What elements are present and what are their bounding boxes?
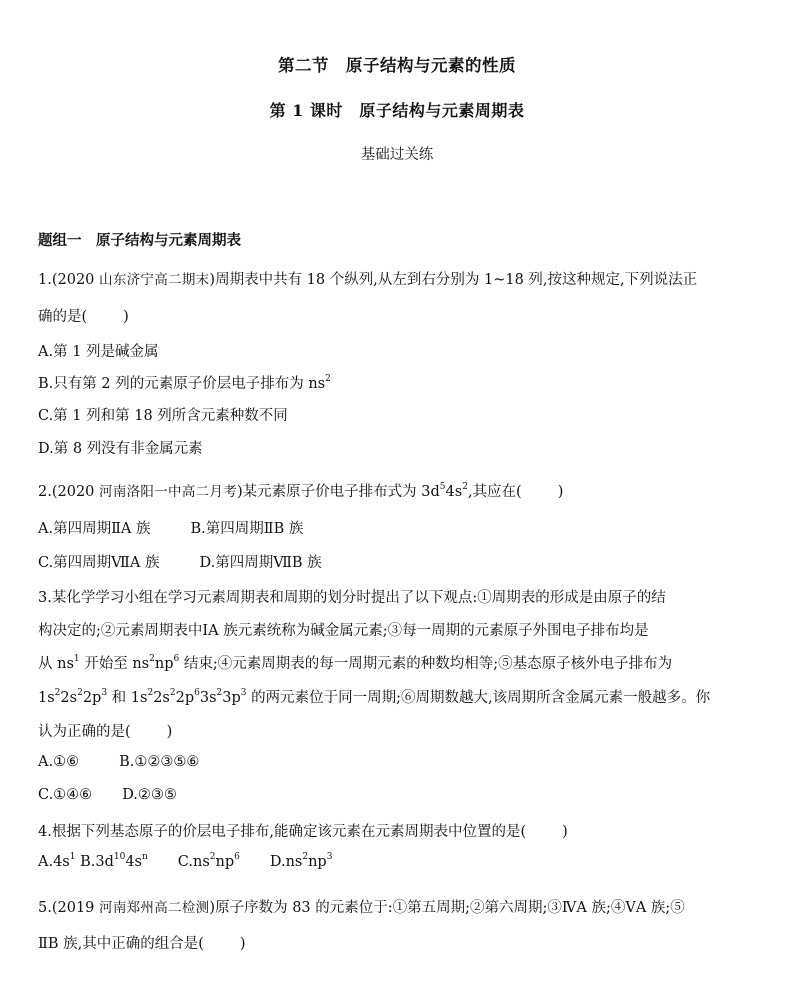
q1-text-a: )周期表中共有 18 个纵列,从左到右分别为 1~18 列,按这种规定,下列说法正 [209,272,698,288]
q5-line2 [38,932,246,953]
q3-text: 3s [199,690,217,706]
superscript: 3 [240,688,247,699]
q5-paren-close: ) [239,936,246,952]
section-title: 第二节 原子结构与元素的性质 [278,56,516,75]
q3-text: 认为正确的是( [38,724,131,740]
q3-text: 2s [60,690,78,706]
q3-options-row2 [38,787,177,803]
q1-option-a: A.第 1 列是碱金属 [38,344,159,360]
q2-option-d: D.第四周期ⅦB 族 [199,555,322,571]
q3-text: np [154,656,174,672]
q2-text-a: )某元素原子价电子排布式为 3d [237,484,440,500]
superscript: 1 [73,654,80,665]
q1-line2 [38,305,129,326]
q2-text-b: 4s [445,484,463,500]
q5-source: 河南郑州高二检测 [99,900,210,916]
superscript: 2 [169,688,176,699]
q1-line1 [38,268,697,289]
q4-option-c-text: np [215,854,235,870]
superscript: 2 [54,688,61,699]
q2-source: 河南洛阳一中高二月考 [99,484,238,500]
q3-option-c: C.①④⑥ [38,787,93,803]
group-title: 题组一 原子结构与元素周期表 [38,232,241,249]
q5-text-a: )原子序数为 83 的元素位于:①第五周期;②第六周期;③ⅣA 族;④ⅤA 族;⑤ [209,900,685,916]
lesson-title: 第 1 课时 原子结构与元素周期表 [269,101,525,120]
subtitle: 基础过关练 [360,147,434,163]
q4-option-d-text: np [308,854,327,870]
superscript: 2 [302,852,309,863]
q2-number: 2.(2020 [38,484,100,500]
q4-option-c: C.ns [177,854,210,870]
superscript: 2 [147,688,154,699]
q3-text: 2s [153,690,170,706]
q3-text: 3p [222,690,241,706]
q4-stem [38,820,568,841]
superscript: 2 [77,688,83,699]
q2-option-a: A.第四周期ⅡA 族 [38,521,151,537]
q3-option-b: B.①②③⑤⑥ [119,754,200,770]
q1-paren-close: ) [123,309,129,325]
q4-option-d: D.ns [269,854,303,870]
q5-text-b: ⅡB 族,其中正确的组合是( [38,936,204,952]
q2-options-row1 [38,517,303,538]
superscript: 2 [462,482,468,493]
q3-line1: 3.某化学学习小组在学习元素周期表和周期的划分时提出了以下观点:①周期表的形成是由原子的结 [38,590,666,606]
q2-line1 [38,480,563,501]
q3-line3 [38,652,672,673]
q4-text: 4.根据下列基态原子的价层电子排布,能确定该元素在元素周期表中位置的是( [38,824,527,840]
superscript: 5 [439,482,446,493]
q2-option-b: B.第四周期ⅡB 族 [190,521,304,537]
q2-option-c: C.第四周期ⅦA 族 [38,555,160,571]
q1-option-b [38,372,331,393]
q1-source: 山东济宁高二期末 [99,272,210,288]
q3-option-a: A.①⑥ [38,754,80,770]
q3-text: 开始至 ns [79,656,150,672]
q3-text: 结束;④元素周期表的每一周期元素的种数均相等;⑤基态原子核外电子排布为 [179,656,673,672]
q3-text: 1s [38,690,55,706]
q3-text: 2p [175,690,195,706]
q1-option-d: D.第 8 列没有非金属元素 [38,441,203,457]
q5-number: 5.(2019 [38,900,100,916]
q4-option-b-text: 4s [125,854,142,870]
q4-paren-close: ) [562,824,568,840]
q3-line4 [38,686,710,707]
q3-text: 2p [82,690,102,706]
superscript: 6 [173,654,180,665]
q2-text-c: ,其应在( [467,484,522,500]
q4-options [38,854,332,870]
q3-text: 和 1s [107,690,148,706]
q3-text: 从 ns [38,656,74,672]
superscript: 2 [216,688,223,699]
superscript: 6 [234,852,240,863]
q3-option-d: D.②③⑤ [122,787,177,803]
q1-option-b-text: B.只有第 2 列的元素原子价层电子排布为 ns [38,376,326,392]
superscript: 2 [209,852,216,863]
superscript: 10 [113,852,126,863]
q1-text-b: 确的是( [38,309,88,325]
superscript: 1 [69,852,76,863]
q3-line2: 构决定的;②元素周期表中ⅠA 族元素统称为碱金属元素;③每一周期的元素原子外围电子排布均是 [38,623,649,639]
superscript: 2 [149,654,155,665]
superscript: 6 [194,688,200,699]
q4-option-b: B.3d [75,854,114,870]
q4-option-a: A.4s [38,854,70,870]
q3-paren-close: ) [166,724,173,740]
superscript: 3 [101,688,108,699]
q2-options-row2 [38,551,322,572]
superscript: 3 [326,852,333,863]
q3-line5 [38,720,172,741]
superscript: 2 [325,374,331,385]
q5-line1 [38,896,685,917]
q1-number: 1.(2020 [38,272,100,288]
q2-paren-close: ) [557,484,564,500]
q1-option-c: C.第 1 列和第 18 列所含元素种数不同 [38,408,288,424]
superscript: n [142,852,148,863]
q3-options-row1 [38,754,199,770]
q3-text: 的两元素位于同一周期;⑥周期数越大,该周期所含金属元素一般越多。你 [246,690,711,706]
